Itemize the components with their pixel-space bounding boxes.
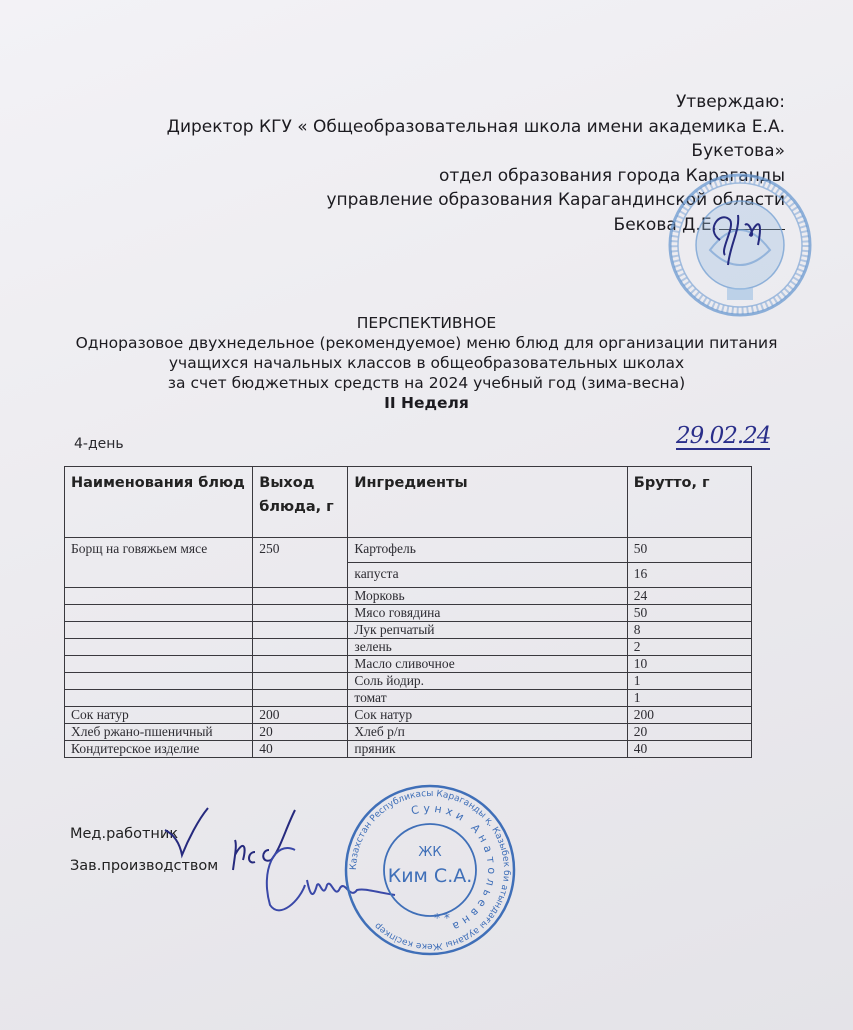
table-row <box>65 563 752 588</box>
table-row <box>65 707 752 724</box>
stamp-center-name: Ким С.А. <box>387 865 473 887</box>
cell-gross: 2 <box>627 639 751 656</box>
production-head-signature-icon <box>225 800 405 930</box>
title-line-3: за счет бюджетных средств на 2024 учебный год (зима-весна) <box>167 374 686 392</box>
cell-ingredient: Сок натур <box>348 707 627 724</box>
cell-dish-name <box>65 622 253 639</box>
approval-heading: Утверждаю: <box>675 92 785 112</box>
stamp-star-icon: * * <box>434 911 450 925</box>
cell-ingredient: Хлеб р/п <box>348 724 627 741</box>
title-line-2: учащихся начальных классов в общеобразовательных школах <box>168 354 685 372</box>
table-row <box>65 605 752 622</box>
table-row <box>65 724 752 741</box>
cell-yield <box>253 622 348 639</box>
table-row <box>65 639 752 656</box>
header-dish-name: Наименования блюд <box>65 467 253 538</box>
cell-gross: 16 <box>627 563 751 588</box>
title-line-1: Одноразовое двухнедельное (рекомендуемое) меню блюд для организации питания <box>75 334 778 352</box>
cell-gross: 200 <box>627 707 751 724</box>
medical-worker-label: Мед.работник <box>70 826 179 842</box>
cell-ingredient: Масло сливочное <box>348 656 627 673</box>
table-row <box>65 588 752 605</box>
cell-yield <box>253 673 348 690</box>
cell-yield: 250 <box>253 538 348 563</box>
cell-ingredient: Картофель <box>348 538 627 563</box>
cell-dish-name: Хлеб ржано-пшеничный <box>65 724 253 741</box>
cell-yield: 40 <box>253 741 348 758</box>
cell-yield <box>253 656 348 673</box>
header-gross: Брутто, г <box>627 467 751 538</box>
cell-gross: 50 <box>627 538 751 563</box>
cell-yield: 200 <box>253 707 348 724</box>
administration-line: управление образования Карагандинской области <box>326 190 785 210</box>
cell-yield <box>253 605 348 622</box>
cell-yield <box>253 563 348 588</box>
header-ingredients: Ингредиенты <box>348 467 627 538</box>
header-yield: Выход блюда, г <box>253 467 348 538</box>
day-label: 4-день <box>74 436 124 452</box>
stamp-inner-ring-text: Сунхи Анатольевна <box>409 801 499 935</box>
cell-dish-name <box>65 563 253 588</box>
table-row <box>65 673 752 690</box>
production-head-label: Зав.производством <box>70 858 219 874</box>
menu-table <box>64 466 752 758</box>
table-row <box>65 741 752 758</box>
cell-gross: 8 <box>627 622 751 639</box>
cell-dish-name <box>65 639 253 656</box>
cell-yield: 20 <box>253 724 348 741</box>
director-line-cont: Букетова» <box>691 141 785 161</box>
cell-ingredient: Соль йодир. <box>348 673 627 690</box>
cell-ingredient: Мясо говядина <box>348 605 627 622</box>
title-main: ПЕРСПЕКТИВНОЕ <box>356 314 497 332</box>
document-title-block <box>0 313 853 413</box>
cell-ingredient: Морковь <box>348 588 627 605</box>
signatures-block <box>70 818 218 882</box>
cell-yield <box>253 639 348 656</box>
table-row <box>65 538 752 563</box>
stamp-center-top: ЖК <box>418 845 442 860</box>
table-row <box>65 690 752 707</box>
cell-ingredient: пряник <box>348 741 627 758</box>
table-header-row <box>65 467 752 538</box>
cell-dish-name <box>65 605 253 622</box>
cell-dish-name <box>65 690 253 707</box>
cell-dish-name <box>65 588 253 605</box>
cell-gross: 10 <box>627 656 751 673</box>
cell-gross: 20 <box>627 724 751 741</box>
cell-gross: 50 <box>627 605 751 622</box>
handwritten-date: 29.02.24 <box>676 423 771 449</box>
title-week: II Неделя <box>384 394 469 412</box>
cell-gross: 40 <box>627 741 751 758</box>
cell-ingredient: зелень <box>348 639 627 656</box>
approval-block <box>65 90 785 237</box>
entrepreneur-stamp-icon <box>342 782 518 958</box>
cell-gross: 24 <box>627 588 751 605</box>
table-row <box>65 656 752 673</box>
cell-dish-name: Кондитерское изделие <box>65 741 253 758</box>
department-line: отдел образования города Караганды <box>439 165 785 186</box>
cell-dish-name <box>65 673 253 690</box>
signatory-line <box>65 213 785 238</box>
stamp-ring-text: Казахстан Республикасы Караганды қ. Казыбек би атындағы ауданы Жеке кәсіпкер <box>348 788 512 952</box>
signatory-name: Бекова Д.Е. <box>613 214 717 235</box>
cell-yield <box>253 690 348 707</box>
cell-yield <box>253 588 348 605</box>
cell-gross: 1 <box>627 673 751 690</box>
cell-ingredient: Лук репчатый <box>348 622 627 639</box>
cell-dish-name: Сок натур <box>65 707 253 724</box>
director-line: Директор КГУ « Общеобразовательная школа имени академика Е.А. <box>166 116 785 137</box>
cell-dish-name <box>65 656 253 673</box>
cell-ingredient: томат <box>348 690 627 707</box>
table-row <box>65 622 752 639</box>
cell-gross: 1 <box>627 690 751 707</box>
cell-ingredient: капуста <box>348 563 627 588</box>
cell-dish-name: Борщ на говяжьем мясе <box>65 538 253 563</box>
